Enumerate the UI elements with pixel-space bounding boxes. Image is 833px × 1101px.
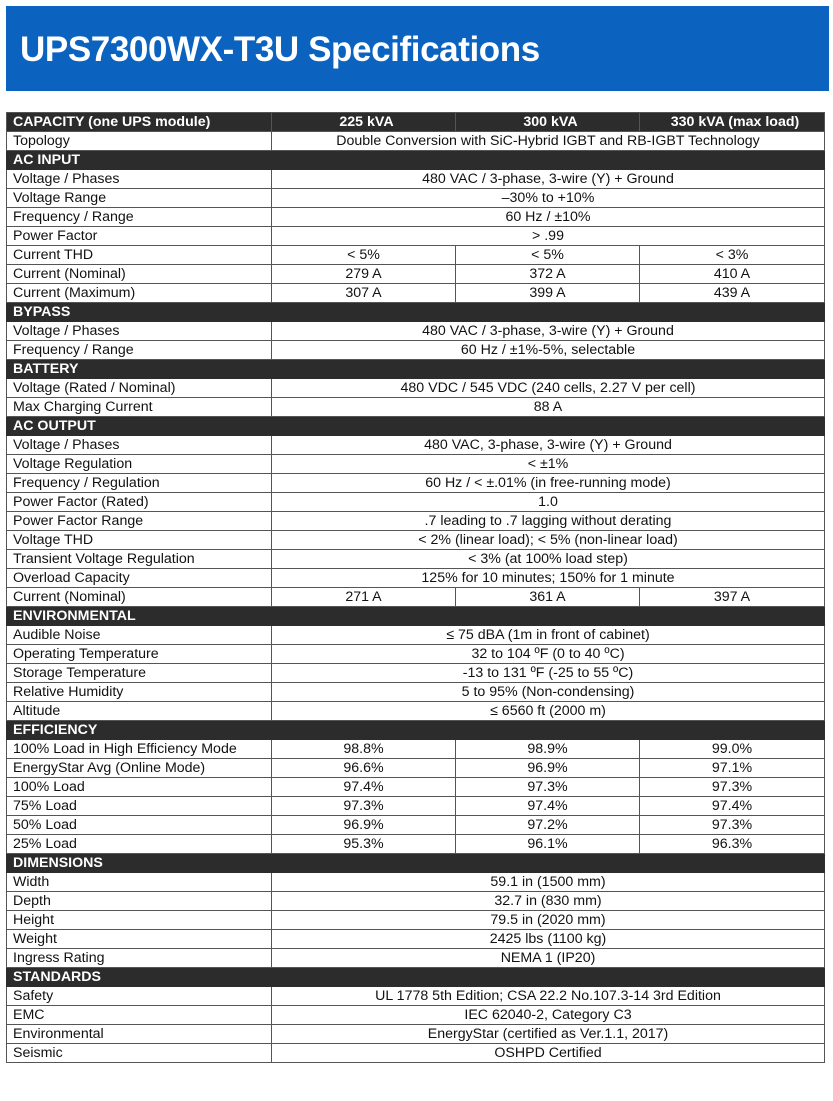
- spec-value: 60 Hz / ±10%: [272, 208, 825, 227]
- spec-value: < 2% (linear load); < 5% (non-linear load): [272, 531, 825, 550]
- spec-row: [7, 455, 825, 474]
- spec-value: 397 A: [640, 588, 825, 607]
- spec-row: [7, 398, 825, 417]
- spec-value: 480 VAC, 3-phase, 3-wire (Y) + Ground: [272, 436, 825, 455]
- spec-label: Power Factor Range: [7, 512, 272, 531]
- spec-value: 97.4%: [640, 797, 825, 816]
- spec-label: Width: [7, 873, 272, 892]
- spec-label: Depth: [7, 892, 272, 911]
- spec-value: Double Conversion with SiC-Hybrid IGBT and RB-IGBT Technology: [272, 132, 825, 151]
- spec-label: Current (Nominal): [7, 588, 272, 607]
- spec-label: Power Factor (Rated): [7, 493, 272, 512]
- section-title: STANDARDS: [7, 968, 272, 987]
- spec-value: UL 1778 5th Edition; CSA 22.2 No.107.3-14 3rd Edition: [272, 987, 825, 1006]
- spec-value: 480 VAC / 3-phase, 3-wire (Y) + Ground: [272, 322, 825, 341]
- spec-label: EMC: [7, 1006, 272, 1025]
- spec-row: [7, 170, 825, 189]
- spec-value: 1.0: [272, 493, 825, 512]
- spec-value: 125% for 10 minutes; 150% for 1 minute: [272, 569, 825, 588]
- spec-row: [7, 740, 825, 759]
- spec-value: 97.3%: [640, 816, 825, 835]
- section-title: BYPASS: [7, 303, 272, 322]
- header-col: 330 kVA (max load): [640, 113, 825, 132]
- spec-row: [7, 1044, 825, 1063]
- spec-label: Voltage / Phases: [7, 322, 272, 341]
- spec-row: [7, 930, 825, 949]
- spec-value: 97.2%: [456, 816, 640, 835]
- spec-value: 2425 lbs (1100 kg): [272, 930, 825, 949]
- title-banner: [6, 6, 829, 91]
- spec-value: 97.3%: [640, 778, 825, 797]
- spec-row: [7, 835, 825, 854]
- spec-row: [7, 379, 825, 398]
- spec-label: Current (Nominal): [7, 265, 272, 284]
- spec-value: 97.1%: [640, 759, 825, 778]
- spec-value: 271 A: [272, 588, 456, 607]
- spec-label: Overload Capacity: [7, 569, 272, 588]
- spec-value: < 5%: [272, 246, 456, 265]
- spec-value: 99.0%: [640, 740, 825, 759]
- spec-label: EnergyStar Avg (Online Mode): [7, 759, 272, 778]
- header-col: 300 kVA: [456, 113, 640, 132]
- spec-value: < 5%: [456, 246, 640, 265]
- spec-value: 372 A: [456, 265, 640, 284]
- spec-value: 279 A: [272, 265, 456, 284]
- section-header-row: [7, 607, 825, 626]
- spec-value: 399 A: [456, 284, 640, 303]
- spec-row: [7, 588, 825, 607]
- spec-value: 95.3%: [272, 835, 456, 854]
- spec-label: Ingress Rating: [7, 949, 272, 968]
- spec-value: 97.3%: [272, 797, 456, 816]
- spec-label: Voltage / Phases: [7, 436, 272, 455]
- spec-label: 50% Load: [7, 816, 272, 835]
- spec-row: [7, 778, 825, 797]
- section-header-row: [7, 417, 825, 436]
- spec-value: > .99: [272, 227, 825, 246]
- section-header-row: [7, 854, 825, 873]
- spec-label: Frequency / Range: [7, 208, 272, 227]
- spec-row: [7, 664, 825, 683]
- spec-label: Voltage THD: [7, 531, 272, 550]
- spec-value: 60 Hz / ±1%-5%, selectable: [272, 341, 825, 360]
- spec-row: [7, 816, 825, 835]
- spec-label: Frequency / Range: [7, 341, 272, 360]
- section-header-row: [7, 360, 825, 379]
- spec-row: [7, 1006, 825, 1025]
- section-title: EFFICIENCY: [7, 721, 272, 740]
- section-filler: [272, 721, 825, 740]
- spec-value: 480 VDC / 545 VDC (240 cells, 2.27 V per cell): [272, 379, 825, 398]
- spec-row: [7, 550, 825, 569]
- section-filler: [272, 303, 825, 322]
- spec-label: Seismic: [7, 1044, 272, 1063]
- section-title: ENVIRONMENTAL: [7, 607, 272, 626]
- spec-label: Voltage Regulation: [7, 455, 272, 474]
- spec-label: Safety: [7, 987, 272, 1006]
- spec-table: [6, 112, 825, 1063]
- spec-row: [7, 227, 825, 246]
- spec-value: 98.9%: [456, 740, 640, 759]
- spec-value: ≤ 75 dBA (1m in front of cabinet): [272, 626, 825, 645]
- spec-value: 96.9%: [456, 759, 640, 778]
- spec-label: Voltage Range: [7, 189, 272, 208]
- spec-row: [7, 474, 825, 493]
- spec-value: IEC 62040-2, Category C3: [272, 1006, 825, 1025]
- spec-row: [7, 322, 825, 341]
- spec-value: 307 A: [272, 284, 456, 303]
- spec-label: Height: [7, 911, 272, 930]
- spec-value: < ±1%: [272, 455, 825, 474]
- spec-row: [7, 531, 825, 550]
- section-filler: [272, 854, 825, 873]
- header-label: CAPACITY (one UPS module): [7, 113, 272, 132]
- section-header-row: [7, 968, 825, 987]
- section-title: AC OUTPUT: [7, 417, 272, 436]
- spec-row: [7, 265, 825, 284]
- spec-label: Voltage / Phases: [7, 170, 272, 189]
- spec-value: OSHPD Certified: [272, 1044, 825, 1063]
- spec-value: 97.3%: [456, 778, 640, 797]
- spec-row: [7, 246, 825, 265]
- spec-label: Topology: [7, 132, 272, 151]
- spec-row: [7, 208, 825, 227]
- spec-row: [7, 493, 825, 512]
- spec-row: [7, 512, 825, 531]
- spec-value: 480 VAC / 3-phase, 3-wire (Y) + Ground: [272, 170, 825, 189]
- spec-value: 97.4%: [272, 778, 456, 797]
- spec-value: 97.4%: [456, 797, 640, 816]
- page-title: UPS7300WX-T3U Specifications: [20, 30, 540, 69]
- spec-row: [7, 759, 825, 778]
- spec-label: Max Charging Current: [7, 398, 272, 417]
- spec-label: Storage Temperature: [7, 664, 272, 683]
- spec-row: [7, 436, 825, 455]
- spec-row: [7, 949, 825, 968]
- spec-row: [7, 987, 825, 1006]
- spec-value: 98.8%: [272, 740, 456, 759]
- spec-value: –30% to +10%: [272, 189, 825, 208]
- spec-label: Frequency / Regulation: [7, 474, 272, 493]
- section-title: DIMENSIONS: [7, 854, 272, 873]
- spec-label: 100% Load in High Efficiency Mode: [7, 740, 272, 759]
- spec-row: [7, 797, 825, 816]
- spec-value: 96.9%: [272, 816, 456, 835]
- spec-label: Environmental: [7, 1025, 272, 1044]
- spec-label: Weight: [7, 930, 272, 949]
- spec-value: NEMA 1 (IP20): [272, 949, 825, 968]
- spec-row: [7, 911, 825, 930]
- spec-label: 75% Load: [7, 797, 272, 816]
- spec-label: Relative Humidity: [7, 683, 272, 702]
- section-header-row: [7, 303, 825, 322]
- spec-label: 25% Load: [7, 835, 272, 854]
- header-row: [7, 113, 825, 132]
- spec-value: ≤ 6560 ft (2000 m): [272, 702, 825, 721]
- spec-label: Current (Maximum): [7, 284, 272, 303]
- spec-value: EnergyStar (certified as Ver.1.1, 2017): [272, 1025, 825, 1044]
- spec-row: [7, 873, 825, 892]
- spec-value: 96.1%: [456, 835, 640, 854]
- spec-row: [7, 1025, 825, 1044]
- section-filler: [272, 417, 825, 436]
- spec-label: 100% Load: [7, 778, 272, 797]
- spec-row: [7, 569, 825, 588]
- spec-row: [7, 341, 825, 360]
- spec-label: Altitude: [7, 702, 272, 721]
- section-title: BATTERY: [7, 360, 272, 379]
- spec-label: Audible Noise: [7, 626, 272, 645]
- spec-table-body: [7, 113, 825, 1063]
- spec-value: 88 A: [272, 398, 825, 417]
- section-title: AC INPUT: [7, 151, 272, 170]
- spec-value: 32.7 in (830 mm): [272, 892, 825, 911]
- spec-row: [7, 189, 825, 208]
- spec-row: [7, 702, 825, 721]
- spec-value: .7 leading to .7 lagging without derating: [272, 512, 825, 531]
- spec-value: 32 to 104 ºF (0 to 40 ºC): [272, 645, 825, 664]
- spec-row: [7, 284, 825, 303]
- spec-value: 361 A: [456, 588, 640, 607]
- section-filler: [272, 607, 825, 626]
- spec-label: Current THD: [7, 246, 272, 265]
- section-header-row: [7, 721, 825, 740]
- spec-value: 96.3%: [640, 835, 825, 854]
- spec-value: < 3% (at 100% load step): [272, 550, 825, 569]
- section-header-row: [7, 151, 825, 170]
- spec-row: [7, 626, 825, 645]
- section-filler: [272, 968, 825, 987]
- section-filler: [272, 360, 825, 379]
- spec-row: [7, 132, 825, 151]
- spec-value: 59.1 in (1500 mm): [272, 873, 825, 892]
- spec-label: Transient Voltage Regulation: [7, 550, 272, 569]
- spec-value: 439 A: [640, 284, 825, 303]
- spec-value: 410 A: [640, 265, 825, 284]
- section-filler: [272, 151, 825, 170]
- spec-value: 96.6%: [272, 759, 456, 778]
- header-col: 225 kVA: [272, 113, 456, 132]
- spec-row: [7, 892, 825, 911]
- spec-value: 5 to 95% (Non-condensing): [272, 683, 825, 702]
- spec-value: 60 Hz / < ±.01% (in free-running mode): [272, 474, 825, 493]
- spec-value: < 3%: [640, 246, 825, 265]
- spec-value: -13 to 131 ºF (-25 to 55 ºC): [272, 664, 825, 683]
- spec-row: [7, 683, 825, 702]
- spec-label: Power Factor: [7, 227, 272, 246]
- spec-value: 79.5 in (2020 mm): [272, 911, 825, 930]
- spec-row: [7, 645, 825, 664]
- spec-label: Voltage (Rated / Nominal): [7, 379, 272, 398]
- spec-label: Operating Temperature: [7, 645, 272, 664]
